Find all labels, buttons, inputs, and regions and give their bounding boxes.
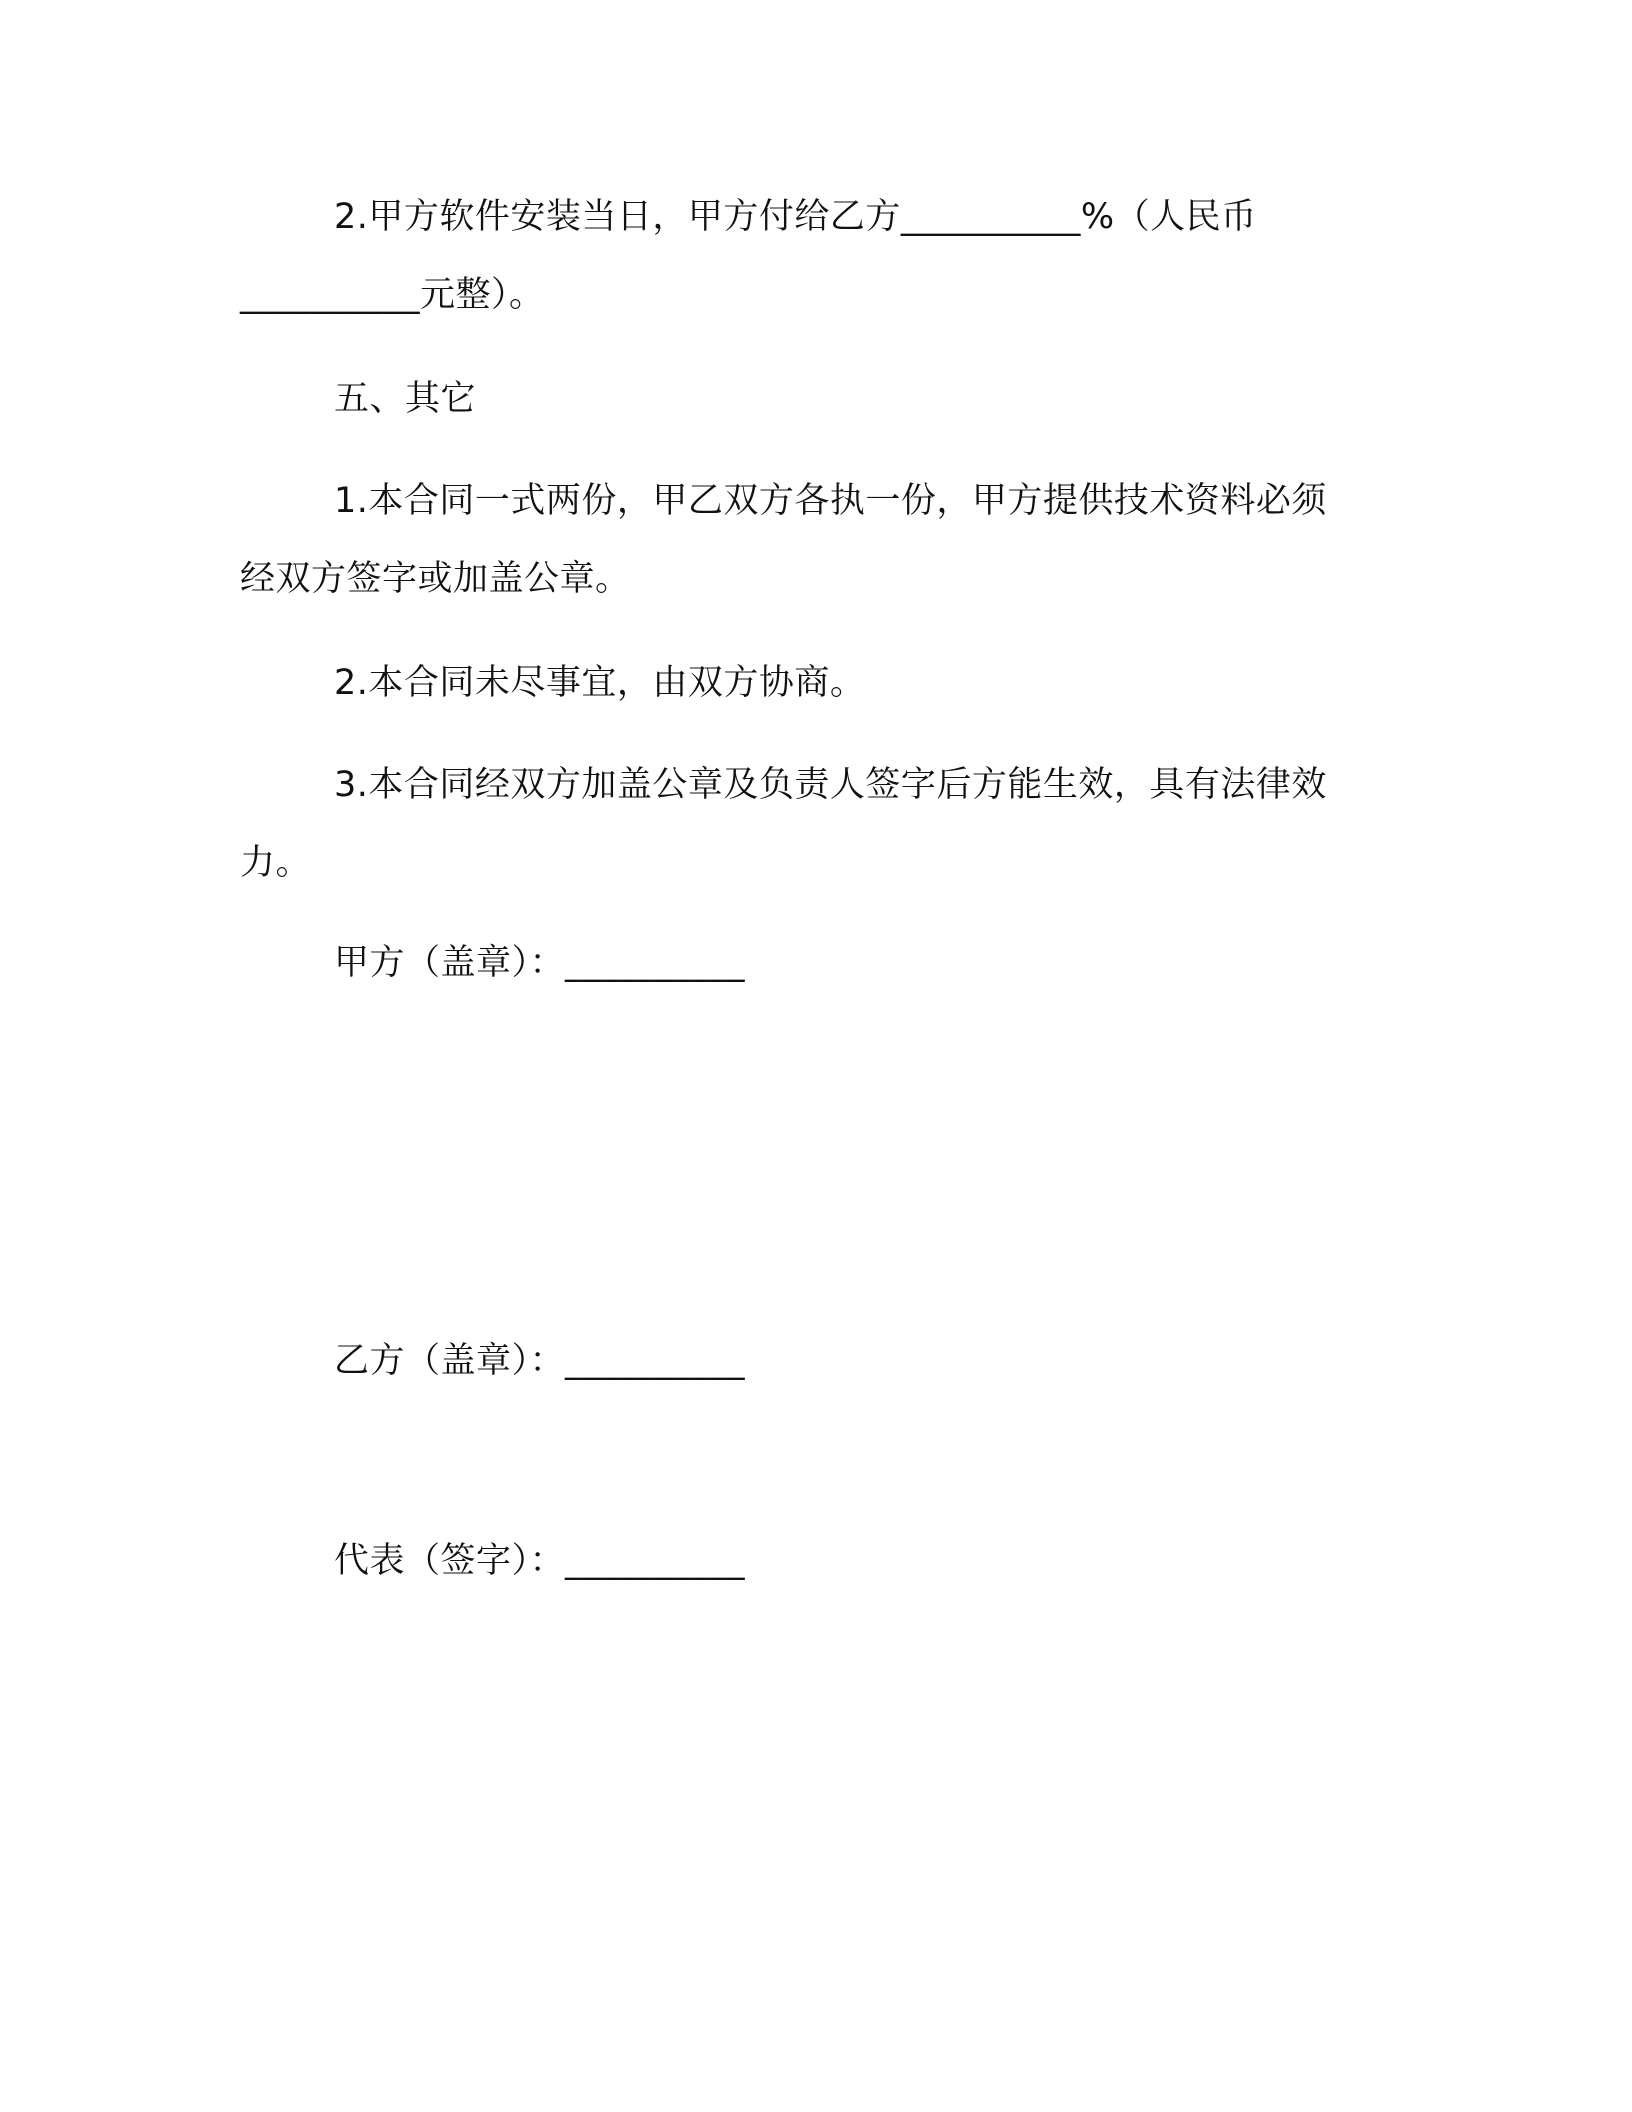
payment-clause-2-line-2: __________元整）。 (240, 275, 545, 315)
other-clause-3 (240, 746, 1370, 902)
other-clause-2-text: 2.本合同未尽事宜，由双方协商。 (334, 663, 866, 703)
other-clause-1 (240, 462, 1370, 618)
section-five-heading (240, 360, 1370, 438)
representative-signature-line: 代表（签字）：__________ (334, 1541, 746, 1581)
payment-clause-2-line-1: 2.甲方软件安装当日，甲方付给乙方__________%（人民币 (334, 197, 1257, 237)
party-a-seal-line: 甲方（盖章）：__________ (334, 943, 746, 983)
party-b-seal-line: 乙方（盖章）：__________ (334, 1341, 746, 1381)
other-clause-1-line-1: 1.本合同一式两份，甲乙双方各执一份，甲方提供技术资料必须 (334, 481, 1327, 521)
other-clause-3-line-1: 3.本合同经双方加盖公章及负责人签字后方能生效，具有法律效 (334, 765, 1327, 805)
other-clause-2 (240, 644, 1370, 722)
payment-clause-2 (240, 178, 1370, 334)
other-clause-1-line-2: 经双方签字或加盖公章。 (240, 559, 631, 599)
other-clause-3-line-2: 力。 (240, 843, 312, 883)
section-five-heading-text: 五、其它 (334, 379, 477, 419)
